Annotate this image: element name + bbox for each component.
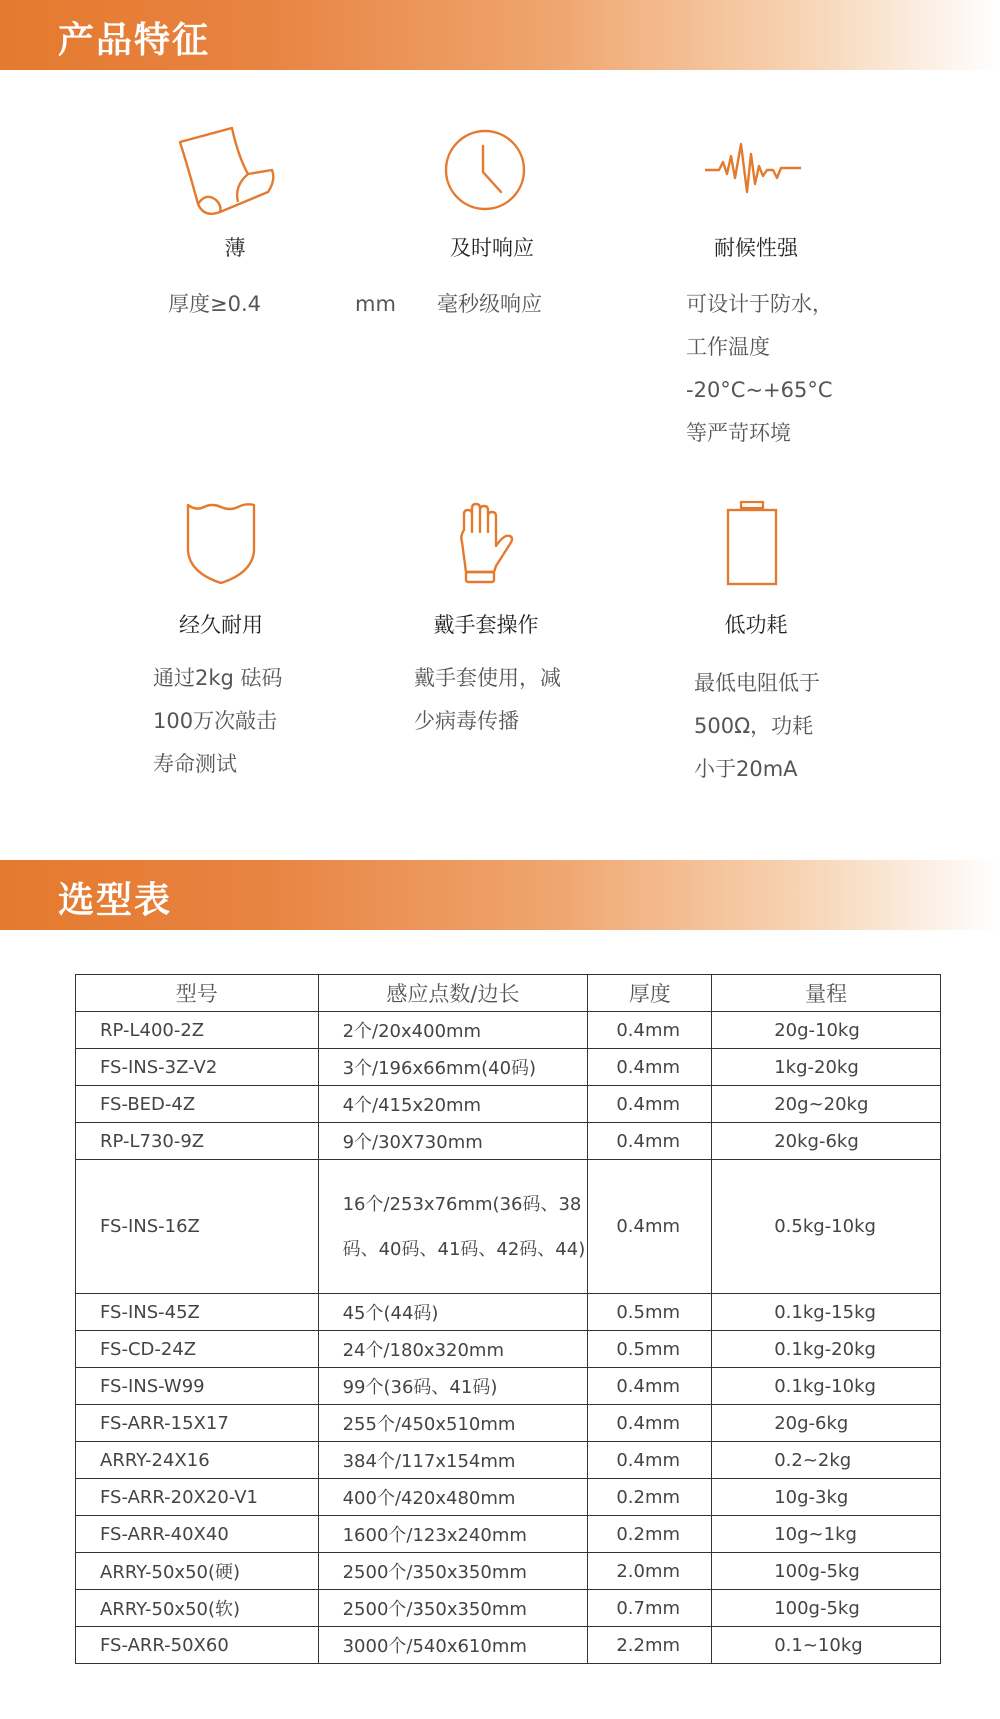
cell-points: 45个(44码) <box>318 1294 588 1331</box>
cell-thickness: 0.4mm <box>588 1160 712 1294</box>
cell-range: 0.1~10kg <box>712 1627 941 1664</box>
cell-range: 0.1kg-15kg <box>712 1294 941 1331</box>
cell-points: 400个/420x480mm <box>318 1479 588 1516</box>
clock-icon <box>443 128 527 212</box>
cell-thickness: 0.4mm <box>588 1405 712 1442</box>
table-row <box>76 1086 941 1123</box>
table-row <box>76 1590 941 1627</box>
shield-icon <box>186 501 256 585</box>
cell-points: 3个/196x66mm(40码) <box>318 1049 588 1086</box>
cell-points: 9个/30X730mm <box>318 1123 588 1160</box>
battery-icon <box>725 500 779 586</box>
cell-points: 2500个/350x350mm <box>318 1553 588 1590</box>
cell-range: 0.1kg-10kg <box>712 1368 941 1405</box>
cell-range: 20g~20kg <box>712 1086 941 1123</box>
cell-model: ARRY-50x50(软) <box>76 1590 319 1627</box>
cell-range: 100g-5kg <box>712 1553 941 1590</box>
cell-thickness: 0.4mm <box>588 1123 712 1160</box>
cell-range: 10g-3kg <box>712 1479 941 1516</box>
feature-desc-weather-line2: 工作温度 <box>686 335 770 359</box>
spec-table <box>75 974 941 1664</box>
models-banner <box>0 860 1000 930</box>
feature-title-weather: 耐候性强 <box>714 236 798 260</box>
features-section-title: 产品特征 <box>58 20 211 61</box>
feature-desc-durable-line3: 寿命测试 <box>153 752 237 776</box>
wave-icon <box>703 128 803 212</box>
cell-model: ARRY-24X16 <box>76 1442 319 1479</box>
feature-title-gloves: 戴手套操作 <box>433 613 539 637</box>
models-section-title: 选型表 <box>58 880 173 921</box>
table-row <box>76 1368 941 1405</box>
cell-range: 20g-6kg <box>712 1405 941 1442</box>
cell-points: 4个/415x20mm <box>318 1086 588 1123</box>
feature-desc-durable-line2: 100万次敲击 <box>153 709 278 733</box>
cell-thickness: 0.4mm <box>588 1368 712 1405</box>
cell-thickness: 0.4mm <box>588 1049 712 1086</box>
table-row <box>76 1294 941 1331</box>
feature-title-durable: 经久耐用 <box>179 613 263 637</box>
feature-desc-durable-line1: 通过2kg 砝码 <box>153 666 283 690</box>
glove-icon <box>456 502 516 586</box>
cell-points: 24个/180x320mm <box>318 1331 588 1368</box>
cell-thickness: 0.4mm <box>588 1442 712 1479</box>
cell-thickness: 2.2mm <box>588 1627 712 1664</box>
cell-points: 2500个/350x350mm <box>318 1590 588 1627</box>
feature-desc-gloves-line1: 戴手套使用，减 <box>414 666 561 690</box>
table-row <box>76 1553 941 1590</box>
cell-range: 1kg-20kg <box>712 1049 941 1086</box>
table-row <box>76 1160 941 1294</box>
table-row <box>76 1479 941 1516</box>
cell-range: 0.1kg-20kg <box>712 1331 941 1368</box>
cell-points: 3000个/540x610mm <box>318 1627 588 1664</box>
cell-model: RP-L730-9Z <box>76 1123 319 1160</box>
cell-model: ARRY-50x50(硬) <box>76 1553 319 1590</box>
feature-desc-power-line2: 500Ω，功耗 <box>694 714 814 738</box>
feature-desc-weather-line1: 可设计于防水， <box>686 292 833 316</box>
feature-desc-weather-line3: -20°C~+65°C <box>686 378 833 402</box>
feature-desc-thin-line1: 厚度≥0.4 <box>168 292 261 316</box>
features-banner <box>0 0 1000 70</box>
cell-points: 255个/450x510mm <box>318 1405 588 1442</box>
cell-thickness: 0.4mm <box>588 1086 712 1123</box>
feature-title-response: 及时响应 <box>450 236 534 260</box>
cell-model: FS-INS-45Z <box>76 1294 319 1331</box>
cell-model: FS-ARR-20X20-V1 <box>76 1479 319 1516</box>
cell-model: FS-BED-4Z <box>76 1086 319 1123</box>
cell-points: 1600个/123x240mm <box>318 1516 588 1553</box>
cell-thickness: 2.0mm <box>588 1553 712 1590</box>
feature-desc-gloves-line2: 少病毒传播 <box>414 709 519 733</box>
table-row <box>76 1331 941 1368</box>
paper-icon <box>176 126 280 216</box>
header-points: 感应点数/边长 <box>318 975 588 1012</box>
feature-desc-thin-line2: mm <box>355 292 396 316</box>
feature-desc-weather-line4: 等严苛环境 <box>686 421 791 445</box>
header-model: 型号 <box>76 975 319 1012</box>
feature-desc-power-line3: 小于20mA <box>694 757 798 781</box>
cell-range: 20kg-6kg <box>712 1123 941 1160</box>
cell-points: 2个/20x400mm <box>318 1012 588 1049</box>
cell-thickness: 0.2mm <box>588 1516 712 1553</box>
cell-model: FS-ARR-15X17 <box>76 1405 319 1442</box>
cell-range: 20g-10kg <box>712 1012 941 1049</box>
table-row <box>76 1012 941 1049</box>
cell-model: FS-ARR-40X40 <box>76 1516 319 1553</box>
cell-points: 99个(36码、41码) <box>318 1368 588 1405</box>
cell-model: FS-INS-W99 <box>76 1368 319 1405</box>
cell-thickness: 0.5mm <box>588 1331 712 1368</box>
cell-thickness: 0.2mm <box>588 1479 712 1516</box>
table-row <box>76 1627 941 1664</box>
cell-range: 0.2~2kg <box>712 1442 941 1479</box>
cell-range: 10g~1kg <box>712 1516 941 1553</box>
cell-points: 384个/117x154mm <box>318 1442 588 1479</box>
header-thickness: 厚度 <box>588 975 712 1012</box>
cell-model: FS-INS-16Z <box>76 1160 319 1294</box>
table-row <box>76 1123 941 1160</box>
cell-range: 0.5kg-10kg <box>712 1160 941 1294</box>
cell-points: 16个/253x76mm(36码、38码、40码、41码、42码、44) <box>318 1160 588 1294</box>
cell-model: FS-INS-3Z-V2 <box>76 1049 319 1086</box>
header-range: 量程 <box>712 975 941 1012</box>
cell-model: FS-ARR-50X60 <box>76 1627 319 1664</box>
cell-range: 100g-5kg <box>712 1590 941 1627</box>
cell-thickness: 0.4mm <box>588 1012 712 1049</box>
feature-desc-power-line1: 最低电阻低于 <box>694 671 820 695</box>
feature-title-low-power: 低功耗 <box>724 613 788 637</box>
table-row <box>76 1405 941 1442</box>
feature-desc-response: 毫秒级响应 <box>437 292 542 316</box>
table-row <box>76 1442 941 1479</box>
cell-thickness: 0.7mm <box>588 1590 712 1627</box>
table-row <box>76 1049 941 1086</box>
cell-model: RP-L400-2Z <box>76 1012 319 1049</box>
table-row <box>76 1516 941 1553</box>
cell-model: FS-CD-24Z <box>76 1331 319 1368</box>
table-header-row <box>76 975 941 1012</box>
feature-title-thin: 薄 <box>224 236 246 260</box>
cell-thickness: 0.5mm <box>588 1294 712 1331</box>
